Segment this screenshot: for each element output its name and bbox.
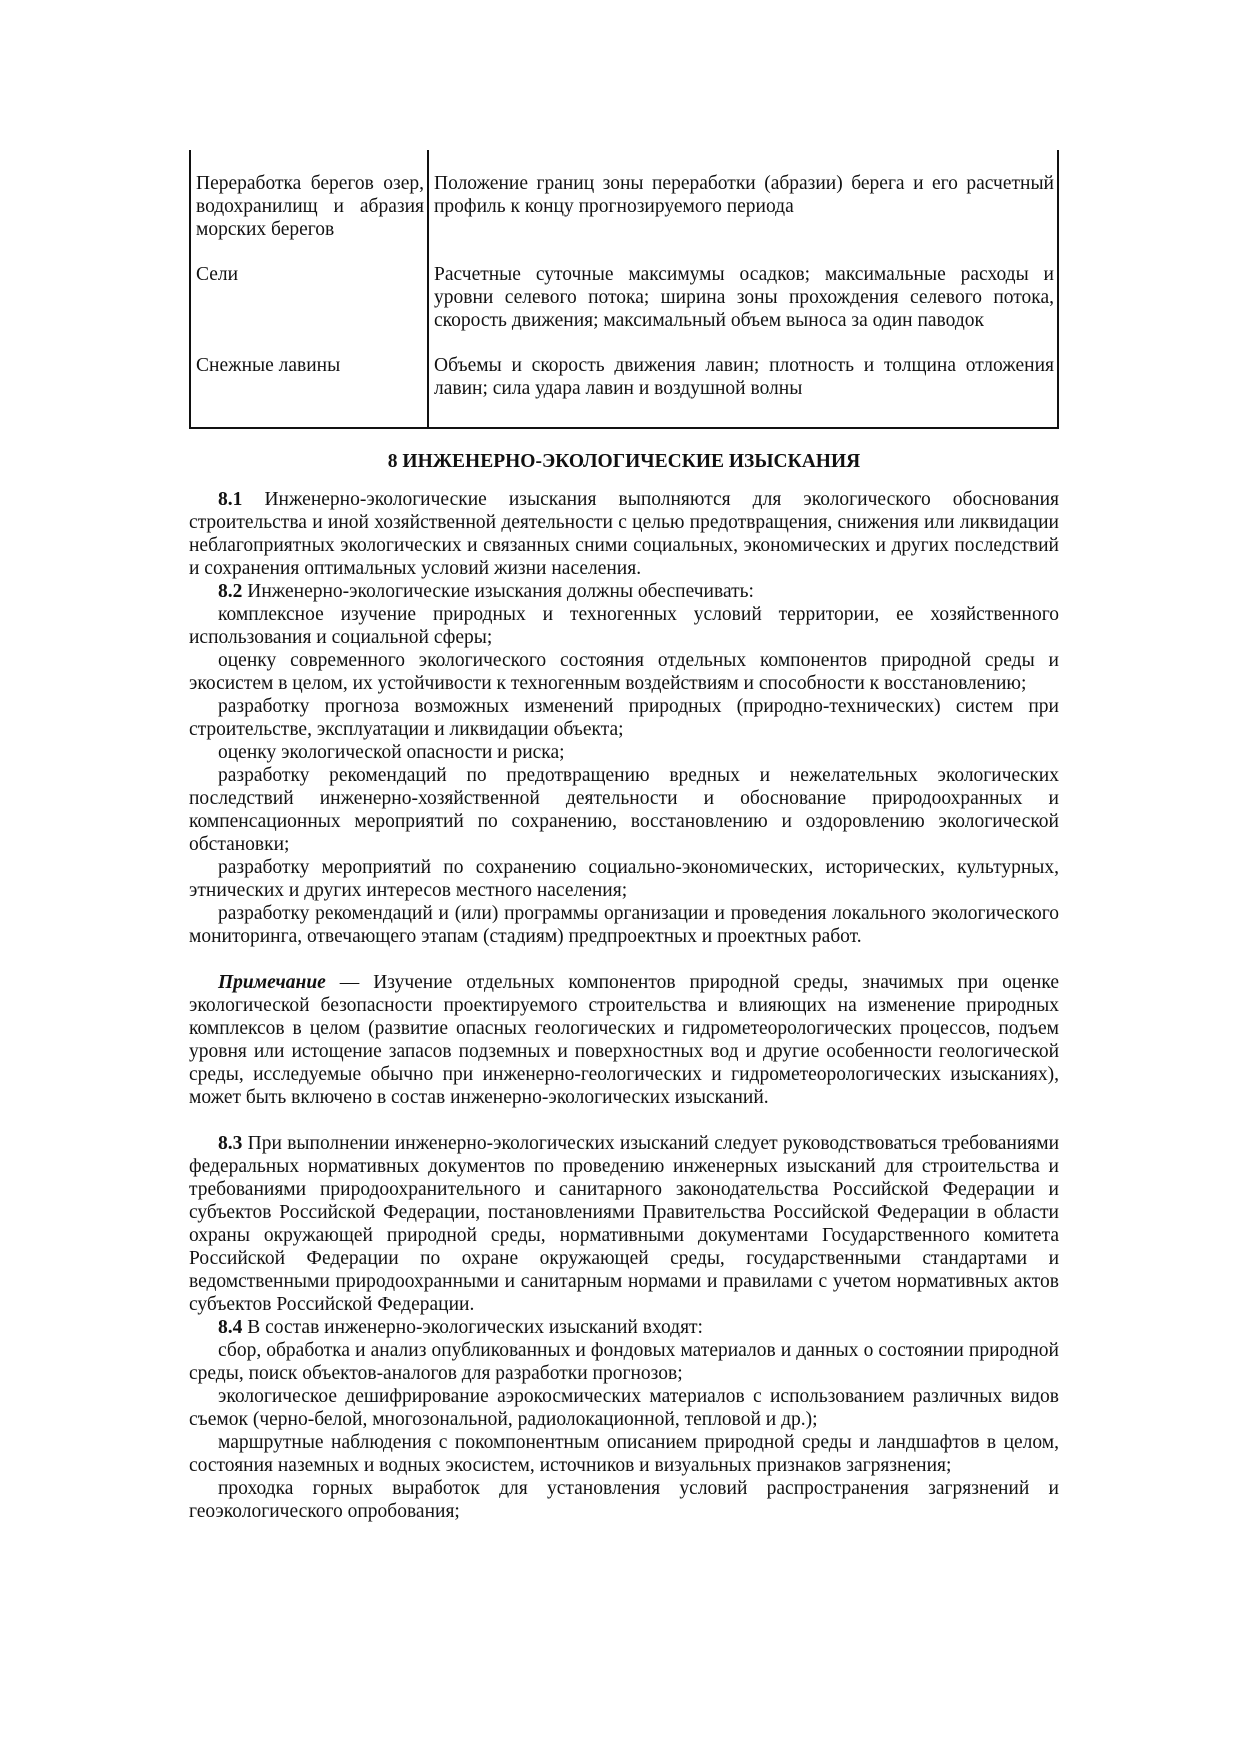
paragraph-8-4 xyxy=(189,1316,1059,1339)
list-item: оценку экологической опасности и риска; xyxy=(218,742,565,763)
clause-number: 8.4 xyxy=(218,1317,243,1338)
hazards-table xyxy=(189,150,1059,429)
table-cell-data: Расчетные суточные максимумы осадков; максимальные расходы и уровни селевого потока; ширина зоны прохождения селевого потока, скорость движения; максимальный объем выноса за один паводок xyxy=(428,263,1058,354)
paragraph-text: Инженерно-экологические изыскания выполняются для экологического обоснования строительства и иной хозяйственной деятельности с целью предотвращения, снижения или ликвидации неблагоприятных экологических и связанных сними социальных, экономических и других последствий и сохранения оптимальных условий жизни населения. xyxy=(189,489,1059,579)
note-paragraph xyxy=(189,971,1059,1109)
section-heading: 8 ИНЖЕНЕРНО-ЭКОЛОГИЧЕСКИЕ ИЗЫСКАНИЯ xyxy=(387,451,861,472)
table-row xyxy=(190,354,1058,428)
table-cell-data: Положение границ зоны переработки (абразии) берега и его расчетный профиль к концу прогнозируемого периода xyxy=(428,150,1058,263)
paragraph-text: При выполнении инженерно-экологических изысканий следует руководствоваться требованиями федеральных нормативных документов по проведению инженерных изысканий для строительства и требованиями природоохранительного и санитарного законодательства Российской Федерации и субъектов Российской Федерации, постановлениями Правительства Российской Федерации в области охраны окружающей природной среды, нормативными документами Государственного комитета Российской Федерации по охране окружающей среды, государственными стандартами и ведомственными природоохранными и санитарным нормами и правилами с учетом нормативных актов субъектов Российской Федерации. xyxy=(189,1133,1059,1315)
list-item: проходка горных выработок для установления условий распространения загрязнений и геоэкологического опробования; xyxy=(189,1478,1059,1522)
table-cell-hazard: Сели xyxy=(190,263,428,354)
note-text: — Изучение отдельных компонентов природной среды, значимых при оценке экологической безопасности проектируемого строительства и влияющих на изменение природных комплексов в целом (развитие опасных геологических и гидрометеорологических процессов, подъем уровня или истощение запасов подземных и поверхностных вод и другие особенности геологической среды, исследуемые обычно при инженерно-геологических и гидрометеорологических изысканиях), может быть включено в состав инженерно-экологических изысканий. xyxy=(189,972,1059,1108)
clause-number: 8.3 xyxy=(218,1133,243,1154)
list-item: маршрутные наблюдения с покомпонентным описанием природной среды и ландшафтов в целом, состояния наземных и водных экосистем, источников и визуальных признаков загрязнения; xyxy=(189,1432,1059,1476)
paragraph-8-2 xyxy=(189,580,1059,603)
section-body xyxy=(189,450,1059,1523)
paragraph-8-3 xyxy=(189,1132,1059,1316)
list-item: сбор, обработка и анализ опубликованных и фондовых материалов и данных о состоянии природной среды, поиск объектов-аналогов для разработки прогнозов; xyxy=(189,1340,1059,1384)
list-item: экологическое дешифрирование аэрокосмических материалов с использованием различных видов съемок (черно-белой, многозональной, радиолокационной, тепловой и др.); xyxy=(189,1386,1059,1430)
list-item: комплексное изучение природных и техногенных условий территории, ее хозяйственного использования и социальной сферы; xyxy=(189,604,1059,648)
paragraph-8-1 xyxy=(189,488,1059,580)
table-row xyxy=(190,263,1058,354)
clause-number: 8.2 xyxy=(218,581,243,602)
clause-number: 8.1 xyxy=(218,489,243,510)
list-item: разработку мероприятий по сохранению социально-экономических, исторических, культурных, этнических и других интересов местного населения; xyxy=(189,857,1059,901)
list-item: разработку рекомендаций и (или) программы организации и проведения локального экологического мониторинга, отвечающего этапам (стадиям) предпроектных и проектных работ. xyxy=(189,903,1059,947)
paragraph-text: Инженерно-экологические изыскания должны обеспечивать: xyxy=(242,581,754,602)
list-item: оценку современного экологического состояния отдельных компонентов природной среды и экосистем в целом, их устойчивости к техногенным воздействиям и способности к восстановлению; xyxy=(189,650,1059,694)
table-cell-data: Объемы и скорость движения лавин; плотность и толщина отложения лавин; сила удара лавин и воздушной волны xyxy=(428,354,1058,428)
table-cell-hazard: Переработка берегов озер, водохранилищ и абразия морских берегов xyxy=(190,150,428,263)
table-cell-hazard: Снежные лавины xyxy=(190,354,428,428)
table-row xyxy=(190,150,1058,263)
paragraph-text: В состав инженерно-экологических изысканий входят: xyxy=(242,1317,703,1338)
list-item: разработку рекомендаций по предотвращению вредных и нежелательных экологических последствий инженерно-хозяйственной деятельности и обоснование природоохранных и компенсационных мероприятий по сохранению, восстановлению и оздоровлению экологической обстановки; xyxy=(189,765,1059,855)
list-item: разработку прогноза возможных изменений природных (природно-технических) систем при строительстве, эксплуатации и ликвидации объекта; xyxy=(189,696,1059,740)
note-label: Примечание xyxy=(218,972,326,993)
